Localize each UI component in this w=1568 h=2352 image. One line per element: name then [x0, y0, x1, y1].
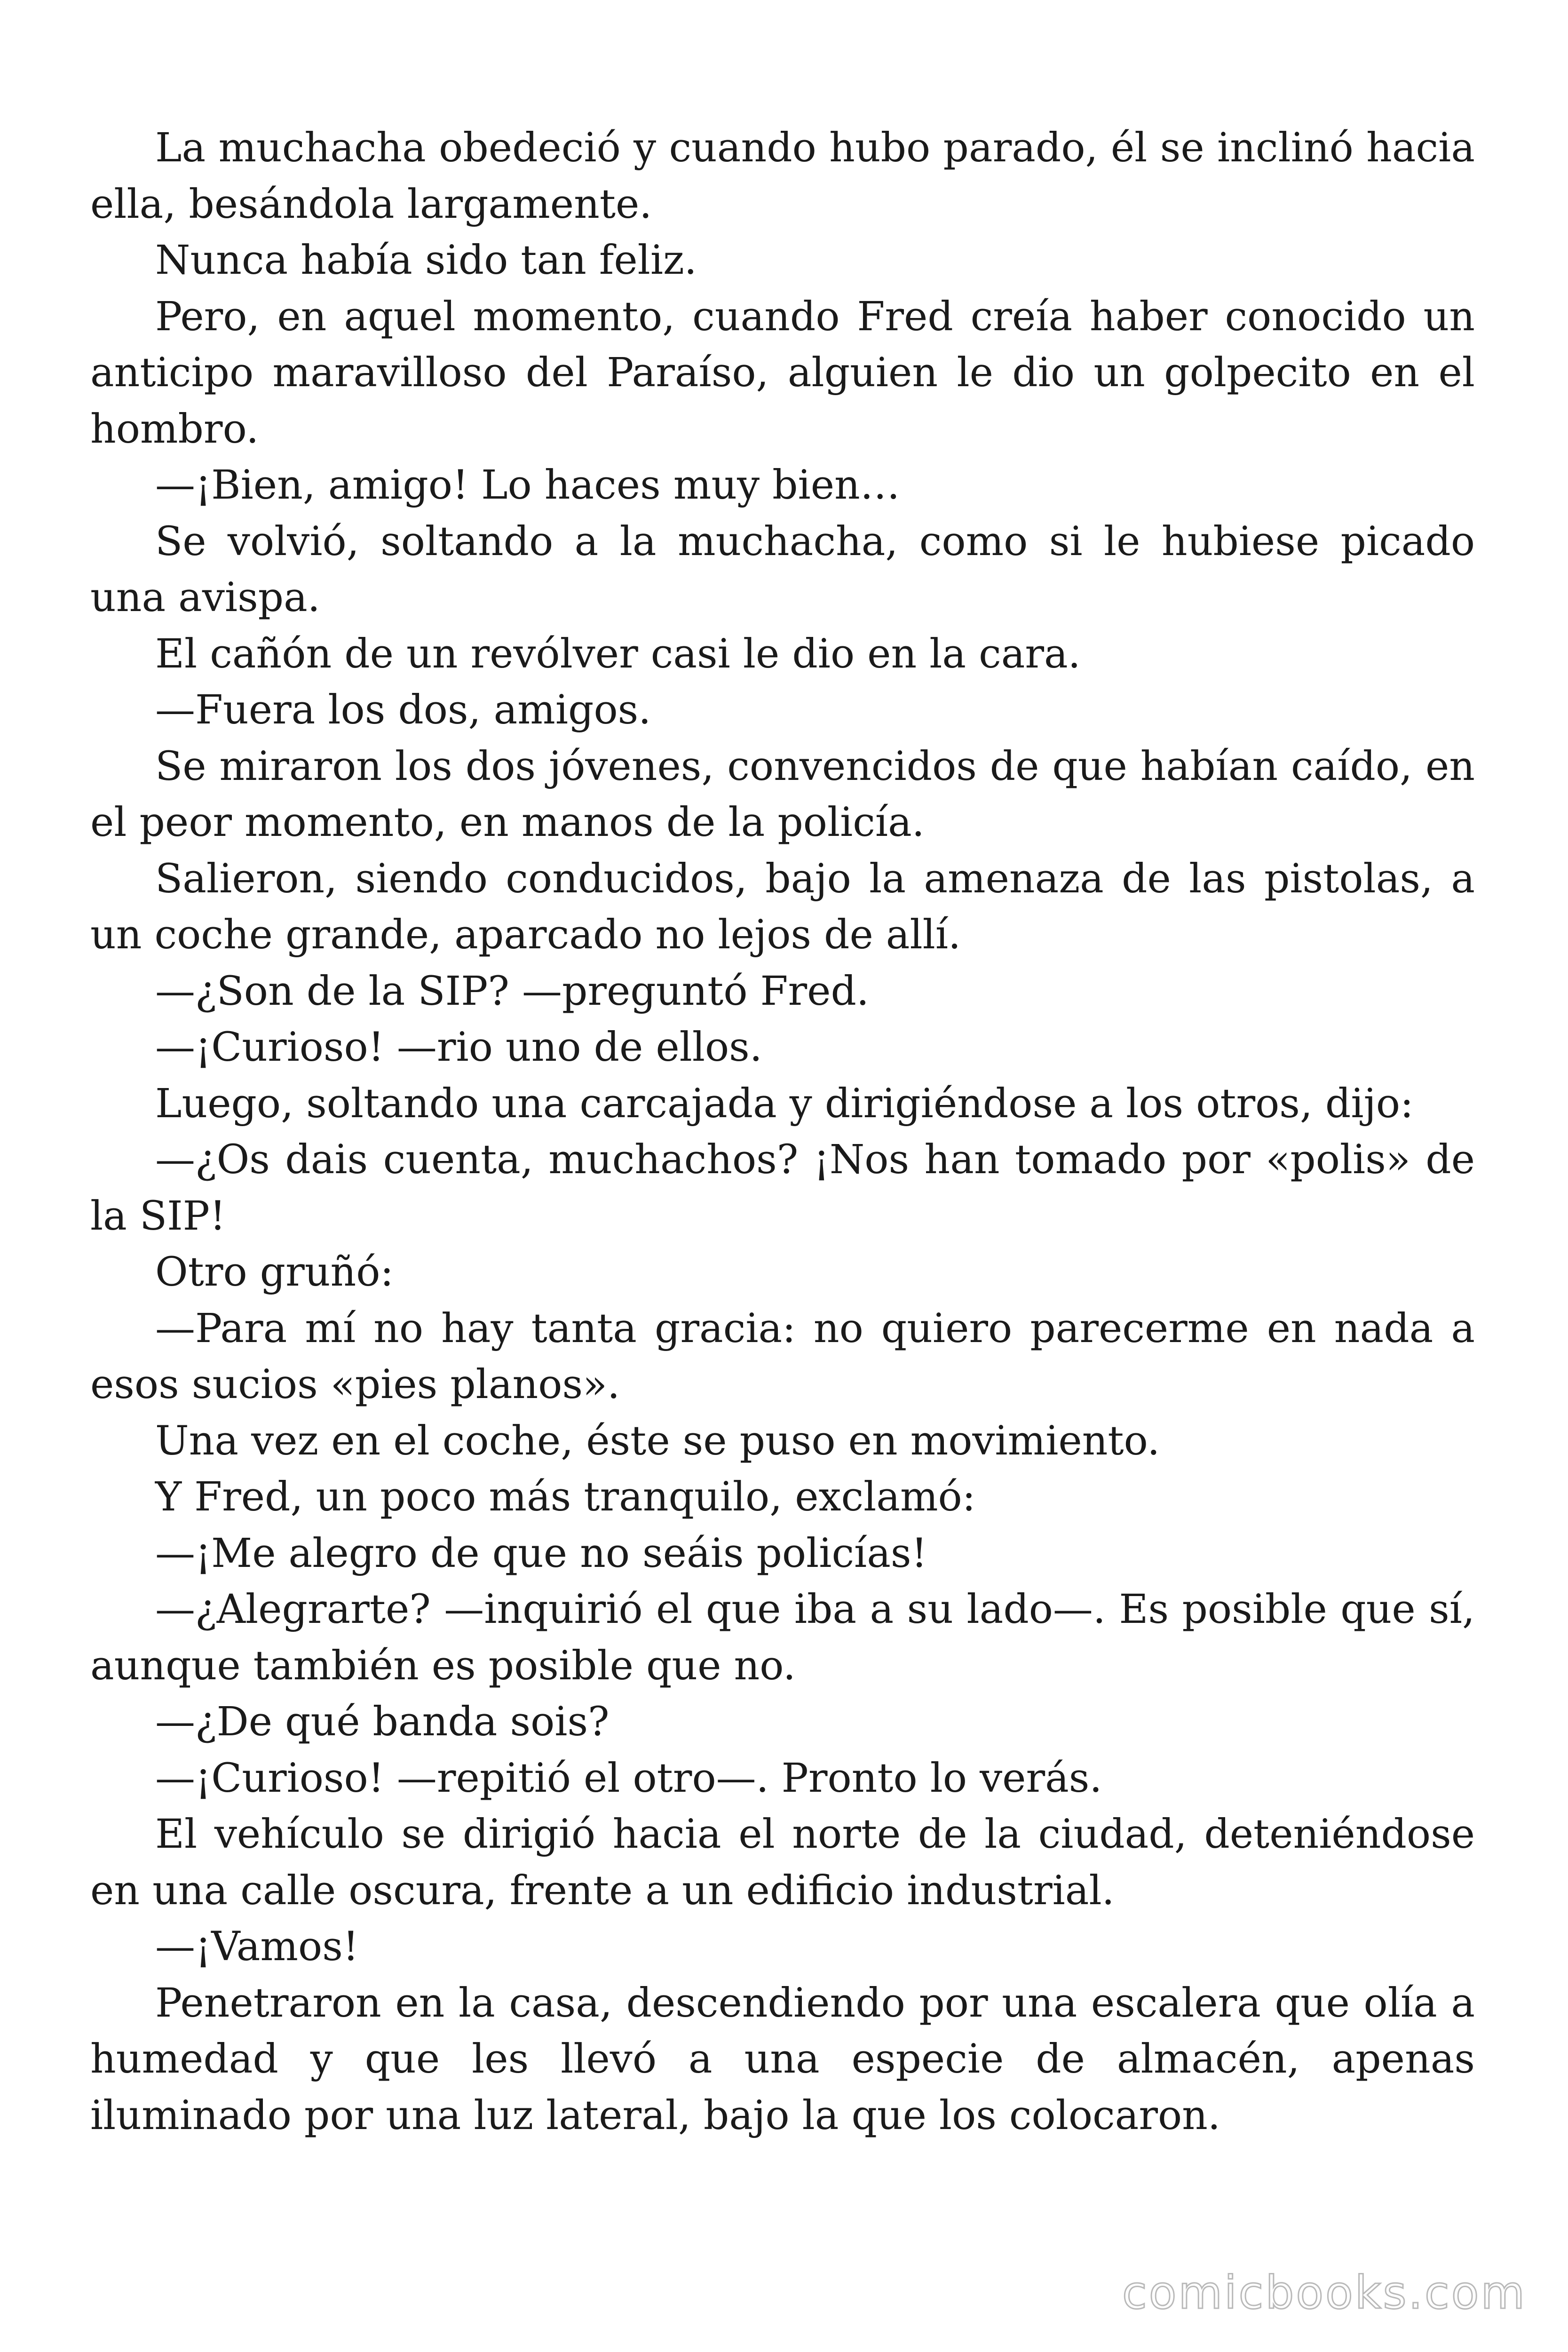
paragraph: Nunca había sido tan feliz. — [155, 237, 697, 284]
paragraph: Otro gruñó: — [155, 1249, 394, 1295]
paragraph: —¿Os dais cuenta, muchachos? ¡Nos han tomado por «polis» de la SIP! — [90, 1136, 1475, 1240]
paragraph: El vehículo se dirigió hacia el norte de la ciudad, deteniéndose en una calle oscura, frente a un edificio industrial. — [90, 1811, 1475, 1914]
paragraph: Pero, en aquel momento, cuando Fred creía haber conocido un anticipo maravilloso del Paraíso, alguien le dio un golpecito en el hombro. — [90, 293, 1475, 453]
watermark: comicbooks.com — [1122, 2266, 1527, 2319]
paragraph: —¡Me alegro de que no seáis policías! — [155, 1530, 927, 1577]
body-text — [90, 120, 1475, 2144]
paragraph: El cañón de un revólver casi le dio en la cara. — [155, 630, 1081, 677]
paragraph: —¡Curioso! —rio uno de ellos. — [155, 1024, 762, 1071]
paragraph: —¡Curioso! —repitió el otro—. Pronto lo verás. — [155, 1755, 1102, 1802]
paragraph: Luego, soltando una carcajada y dirigiéndose a los otros, dijo: — [155, 1080, 1414, 1127]
paragraph: —Para mí no hay tanta gracia: no quiero parecerme en nada a esos sucios «pies planos». — [90, 1305, 1475, 1408]
paragraph: —¿Son de la SIP? —preguntó Fred. — [155, 968, 869, 1015]
paragraph: Se miraron los dos jóvenes, convencidos de que habían caído, en el peor momento, en manos de la policía. — [90, 743, 1475, 846]
paragraph: La muchacha obedeció y cuando hubo parado, él se inclinó hacia ella, besándola largamente. — [90, 125, 1475, 228]
paragraph: —¡Bien, amigo! Lo haces muy bien… — [155, 462, 900, 509]
paragraph: —¡Vamos! — [155, 1923, 359, 1970]
paragraph: —¿Alegrarte? —inquirió el que iba a su lado—. Es posible que sí, aunque también es posible que no. — [90, 1586, 1475, 1689]
paragraph: Salieron, siendo conducidos, bajo la amenaza de las pistolas, a un coche grande, aparcado no lejos de allí. — [90, 855, 1475, 958]
paragraph: Una vez en el coche, éste se puso en movimiento. — [155, 1417, 1160, 1464]
paragraph: Se volvió, soltando a la muchacha, como si le hubiese picado una avispa. — [90, 518, 1475, 621]
paragraph: Y Fred, un poco más tranquilo, exclamó: — [155, 1474, 976, 1520]
paragraph: —Fuera los dos, amigos. — [155, 687, 651, 733]
paragraph: Penetraron en la casa, descendiendo por una escalera que olía a humedad y que les llevó a una especie de almacén, apenas iluminado por una luz lateral, bajo la que los colocaron. — [90, 1979, 1475, 2139]
paragraph: —¿De qué banda sois? — [155, 1699, 610, 1745]
